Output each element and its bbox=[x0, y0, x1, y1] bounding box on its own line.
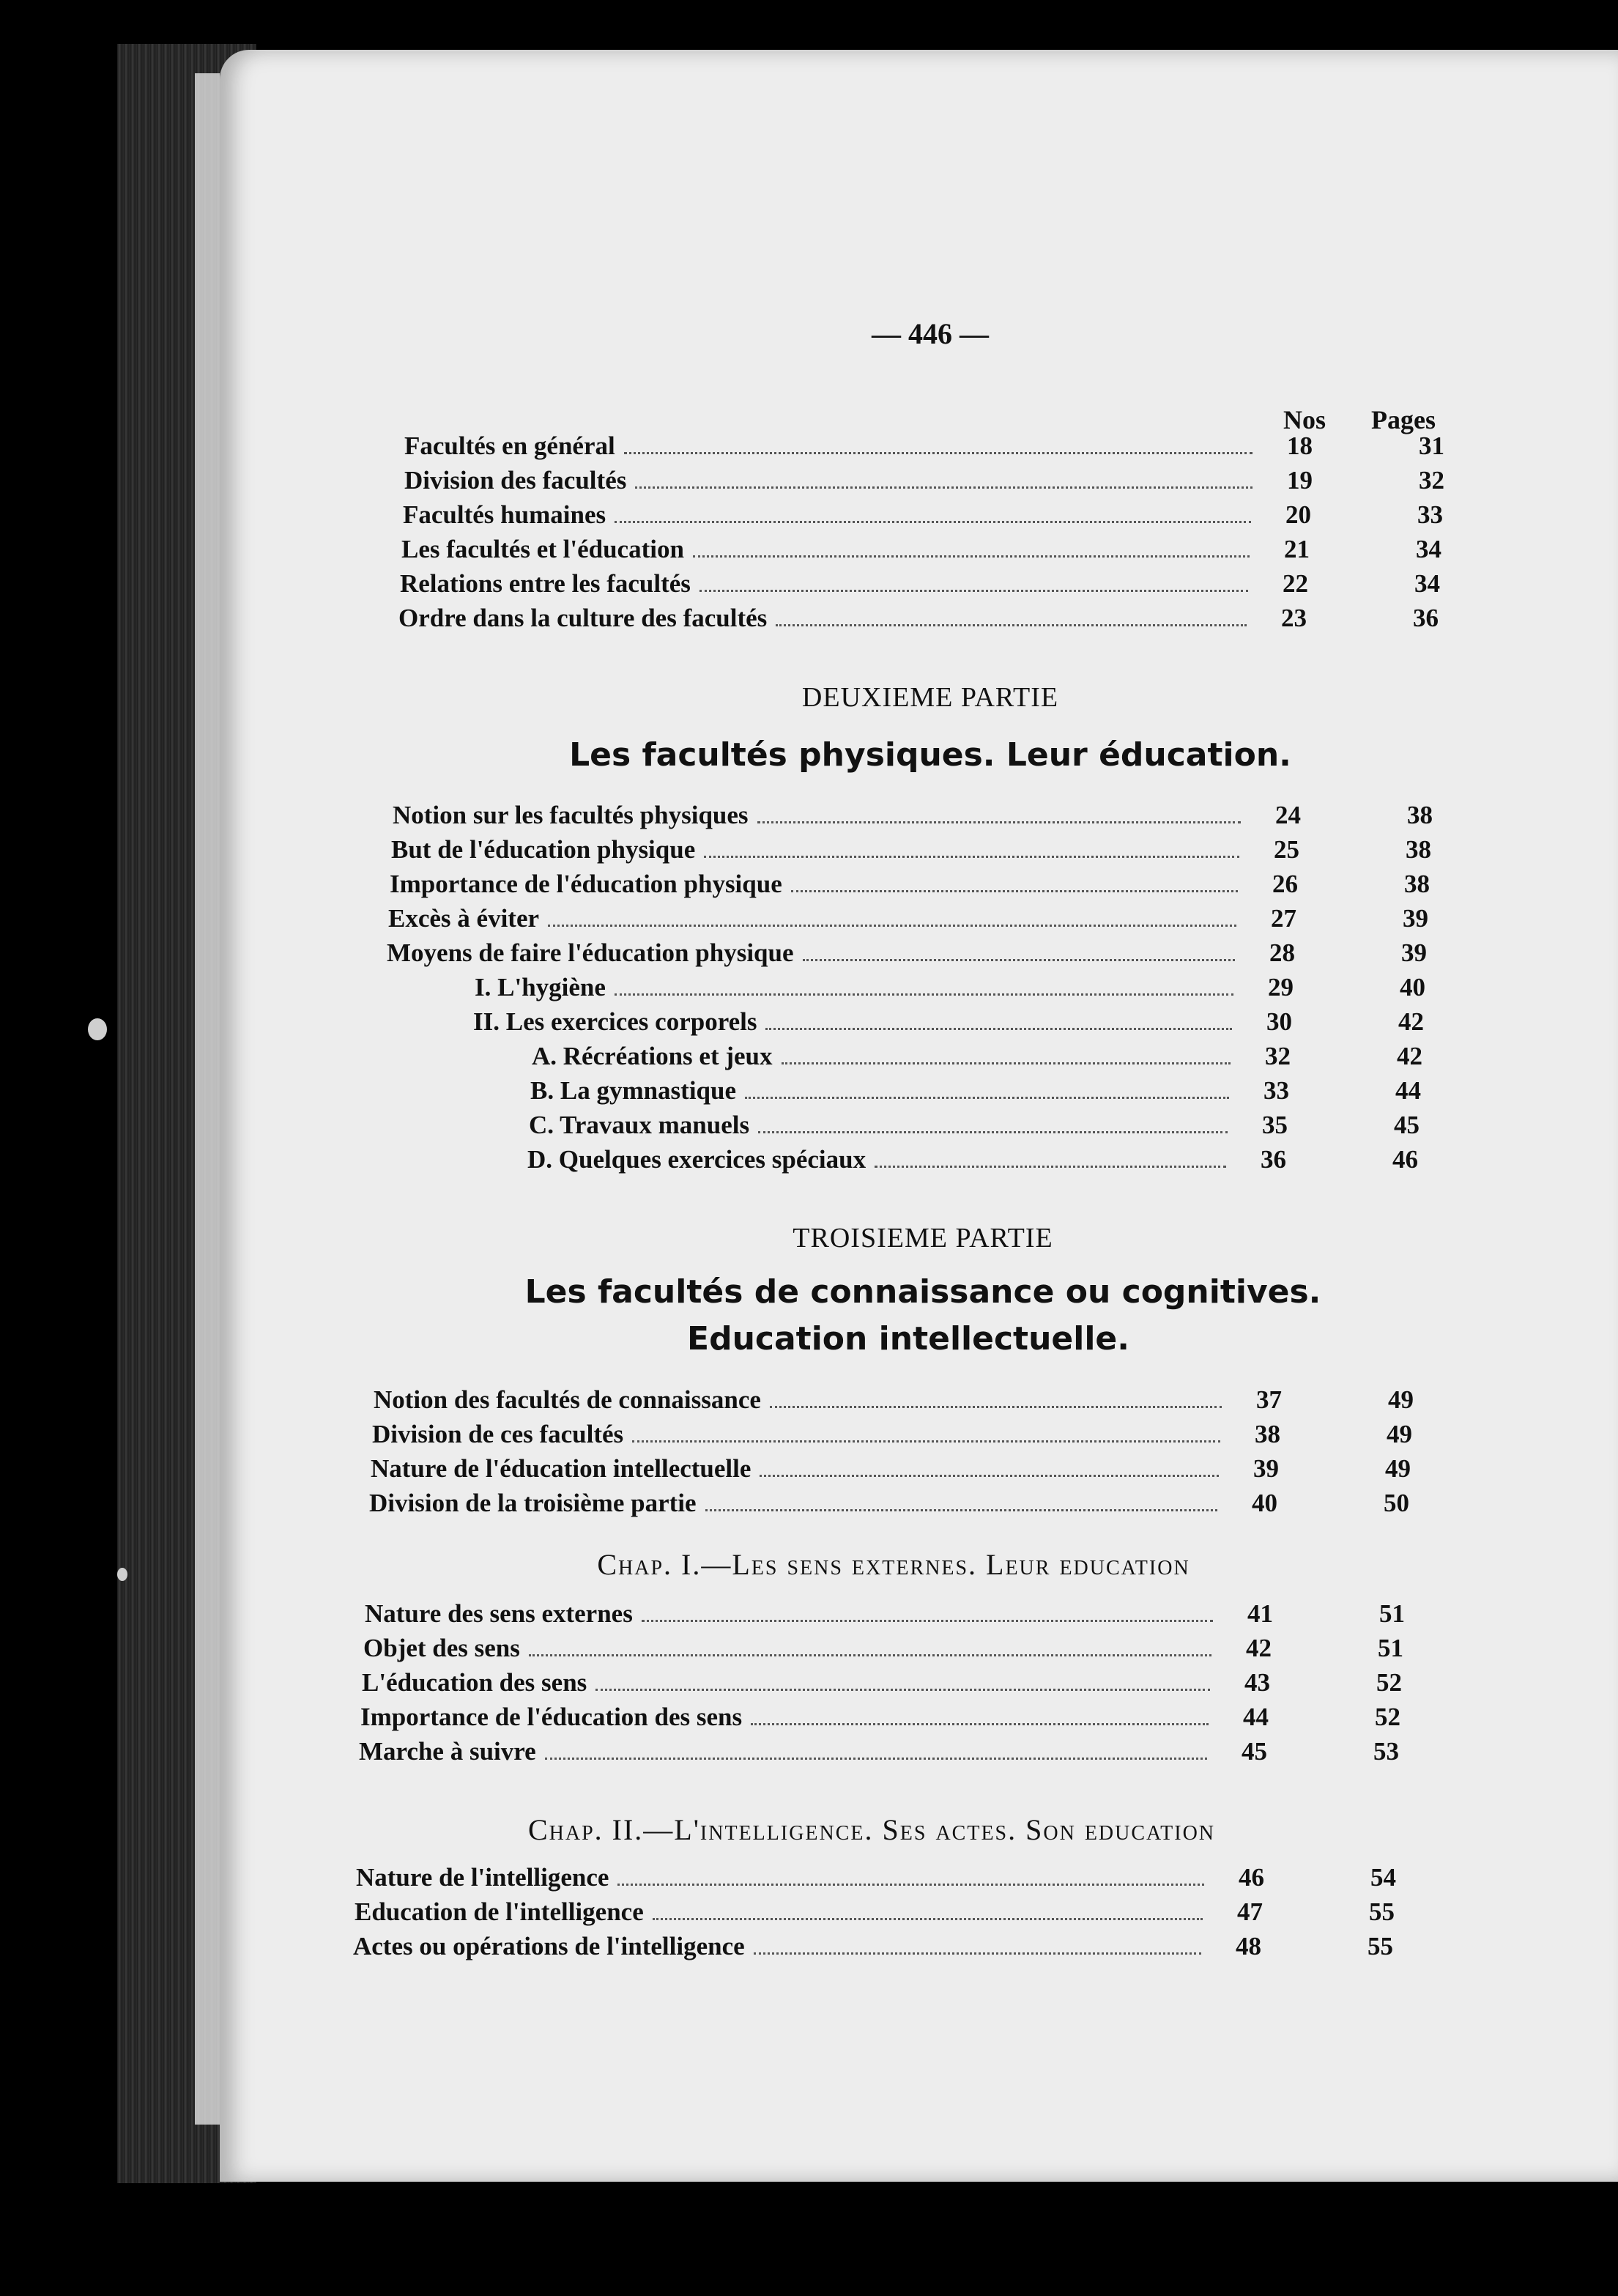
toc-entry[interactable] bbox=[371, 1452, 1411, 1486]
entry-page: 36 bbox=[1413, 604, 1439, 632]
entry-label: Facultés en général bbox=[404, 432, 615, 460]
entry-label: D. Quelques exercices spéciaux bbox=[527, 1145, 866, 1174]
toc-entry[interactable] bbox=[360, 1700, 1400, 1734]
entry-page: 31 bbox=[1419, 432, 1444, 460]
entry-label: II. Les exercices corporels bbox=[473, 1007, 757, 1036]
entry-page: 51 bbox=[1378, 1634, 1403, 1662]
entry-page: 32 bbox=[1419, 466, 1444, 495]
part2-subtitle: Les facultés physiques. Leur éducation. bbox=[569, 736, 1291, 774]
entry-label: Importance de l'éducation physique bbox=[390, 870, 782, 898]
toc-entry[interactable] bbox=[356, 1861, 1396, 1895]
entry-page: 49 bbox=[1388, 1385, 1414, 1414]
leader-dots bbox=[617, 1862, 1204, 1886]
part3-title: TROISIEME PARTIE bbox=[793, 1223, 1053, 1253]
entry-page: 34 bbox=[1416, 535, 1441, 563]
entry-number: 38 bbox=[1255, 1420, 1280, 1448]
toc-entry[interactable] bbox=[359, 1735, 1399, 1769]
entry-label: C. Travaux manuels bbox=[529, 1111, 750, 1139]
entry-label: Actes ou opérations de l'intelligence bbox=[353, 1932, 745, 1960]
entry-label: L'éducation des sens bbox=[362, 1668, 587, 1697]
leader-dots bbox=[782, 1040, 1231, 1064]
entry-page: 38 bbox=[1406, 835, 1431, 864]
leader-dots bbox=[595, 1667, 1210, 1691]
toc-entry[interactable] bbox=[529, 1108, 1420, 1142]
leader-dots bbox=[653, 1896, 1203, 1920]
entry-number: 27 bbox=[1271, 904, 1296, 933]
column-header-nos: Nos bbox=[1283, 405, 1326, 434]
part2-title: DEUXIEME PARTIE bbox=[801, 682, 1059, 713]
leader-dots bbox=[758, 1109, 1228, 1133]
entry-page: 52 bbox=[1375, 1703, 1400, 1731]
entry-label: B. La gymnastique bbox=[530, 1076, 737, 1105]
toc-entry[interactable] bbox=[372, 1418, 1412, 1451]
leader-dots bbox=[765, 1006, 1232, 1030]
toc-entry[interactable] bbox=[401, 533, 1441, 566]
entry-number: 39 bbox=[1253, 1454, 1279, 1483]
leader-dots bbox=[745, 1075, 1229, 1099]
entry-label: Objet des sens bbox=[363, 1634, 520, 1662]
leader-dots bbox=[624, 430, 1253, 454]
leader-dots bbox=[615, 971, 1233, 996]
page-number: — 446 — bbox=[872, 317, 989, 350]
entry-label: Notion sur les facultés physiques bbox=[393, 801, 749, 829]
entry-page: 55 bbox=[1367, 1932, 1393, 1960]
entry-label: Facultés humaines bbox=[403, 500, 606, 529]
leader-dots bbox=[529, 1632, 1211, 1656]
entry-number: 24 bbox=[1275, 801, 1301, 829]
entry-number: 26 bbox=[1272, 870, 1298, 898]
toc-entry[interactable] bbox=[400, 567, 1440, 601]
toc-entry[interactable] bbox=[390, 867, 1430, 901]
leader-dots bbox=[545, 1736, 1207, 1760]
entry-page: 38 bbox=[1404, 870, 1430, 898]
toc-entry[interactable] bbox=[374, 1383, 1414, 1417]
entry-page: 39 bbox=[1403, 904, 1428, 933]
entry-label: But de l'éducation physique bbox=[391, 835, 696, 864]
entry-number: 47 bbox=[1237, 1897, 1263, 1926]
entry-page: 42 bbox=[1398, 1007, 1424, 1036]
toc-entry[interactable] bbox=[404, 464, 1444, 497]
entry-page: 49 bbox=[1387, 1420, 1412, 1448]
entry-label: Nature de l'intelligence bbox=[356, 1863, 609, 1892]
leader-dots bbox=[791, 868, 1238, 892]
entry-page: 53 bbox=[1373, 1737, 1399, 1766]
leader-dots bbox=[770, 1384, 1222, 1408]
entry-number: 43 bbox=[1244, 1668, 1270, 1697]
entry-label: Moyens de faire l'éducation physique bbox=[387, 938, 794, 967]
toc-entry[interactable] bbox=[404, 429, 1444, 463]
entry-number: 35 bbox=[1262, 1111, 1288, 1139]
entry-number: 42 bbox=[1246, 1634, 1272, 1662]
entry-page: 44 bbox=[1395, 1076, 1421, 1105]
entry-number: 41 bbox=[1247, 1599, 1273, 1628]
column-header-pages: Pages bbox=[1371, 405, 1436, 434]
toc-entry[interactable] bbox=[473, 1005, 1424, 1039]
entry-page: 55 bbox=[1369, 1897, 1395, 1926]
entry-page: 50 bbox=[1384, 1489, 1409, 1517]
leader-dots bbox=[699, 568, 1248, 592]
entry-label: Education de l'intelligence bbox=[355, 1897, 644, 1926]
entry-page: 39 bbox=[1401, 938, 1427, 967]
entry-label: Ordre dans la culture des facultés bbox=[398, 604, 768, 632]
entry-page: 49 bbox=[1385, 1454, 1411, 1483]
toc-entry[interactable] bbox=[353, 1930, 1393, 1963]
entry-label: I. L'hygiène bbox=[475, 973, 606, 1001]
leader-dots bbox=[632, 1418, 1220, 1443]
toc-entry[interactable] bbox=[391, 833, 1431, 867]
entry-number: 33 bbox=[1263, 1076, 1289, 1105]
entry-label: Division de ces facultés bbox=[372, 1420, 624, 1448]
toc-entry[interactable] bbox=[388, 902, 1428, 936]
entry-number: 29 bbox=[1268, 973, 1294, 1001]
entry-label: Marche à suivre bbox=[359, 1737, 536, 1766]
entry-label: Notion des facultés de connaissance bbox=[374, 1385, 761, 1414]
entry-number: 40 bbox=[1252, 1489, 1277, 1517]
entry-page: 42 bbox=[1397, 1042, 1422, 1070]
leader-dots bbox=[803, 937, 1235, 961]
entry-number: 25 bbox=[1274, 835, 1299, 864]
entry-label: Excès à éviter bbox=[388, 904, 540, 933]
entry-number: 37 bbox=[1256, 1385, 1282, 1414]
entry-page: 46 bbox=[1392, 1145, 1418, 1174]
chap1-title: Chap. I.—Les sens externes. Leur education bbox=[597, 1548, 1190, 1581]
leader-dots bbox=[754, 1930, 1201, 1955]
toc-entry[interactable] bbox=[365, 1597, 1405, 1631]
leader-dots bbox=[548, 903, 1236, 927]
entry-number: 23 bbox=[1281, 604, 1307, 632]
entry-number: 36 bbox=[1261, 1145, 1286, 1174]
entry-number: 45 bbox=[1242, 1737, 1267, 1766]
toc-entry[interactable] bbox=[398, 601, 1439, 635]
entry-number: 46 bbox=[1239, 1863, 1264, 1892]
entry-number: 18 bbox=[1287, 432, 1313, 460]
toc-entry[interactable] bbox=[532, 1040, 1422, 1073]
leader-dots bbox=[704, 834, 1239, 858]
toc-entry[interactable] bbox=[369, 1486, 1409, 1520]
toc-entry[interactable] bbox=[403, 498, 1443, 532]
entry-page: 33 bbox=[1417, 500, 1443, 529]
entry-number: 21 bbox=[1284, 535, 1310, 563]
entry-page: 34 bbox=[1414, 569, 1440, 598]
part3-subtitle-line1: Les facultés de connaissance ou cognitives. bbox=[524, 1273, 1321, 1311]
entry-number: 30 bbox=[1266, 1007, 1292, 1036]
entry-number: 48 bbox=[1236, 1932, 1261, 1960]
toc-entry[interactable] bbox=[387, 936, 1427, 970]
leader-dots bbox=[760, 1453, 1219, 1477]
toc-entry[interactable] bbox=[527, 1143, 1418, 1177]
leader-dots bbox=[757, 799, 1241, 823]
leader-dots bbox=[776, 602, 1247, 626]
toc-entry[interactable] bbox=[363, 1632, 1403, 1665]
toc-entry[interactable] bbox=[530, 1074, 1421, 1108]
leader-dots bbox=[642, 1598, 1213, 1622]
entry-number: 32 bbox=[1265, 1042, 1291, 1070]
toc-entry[interactable] bbox=[393, 799, 1433, 832]
entry-number: 22 bbox=[1283, 569, 1308, 598]
leader-dots bbox=[693, 533, 1250, 558]
entry-label: Division de la troisième partie bbox=[369, 1489, 697, 1517]
entry-label: Nature des sens externes bbox=[365, 1599, 633, 1628]
entry-page: 45 bbox=[1394, 1111, 1420, 1139]
entry-page: 38 bbox=[1407, 801, 1433, 829]
entry-label: Relations entre les facultés bbox=[400, 569, 691, 598]
chap2-title: Chap. II.—L'intelligence. Ses actes. Son education bbox=[527, 1813, 1216, 1846]
leader-dots bbox=[705, 1487, 1217, 1511]
entry-page: 40 bbox=[1400, 973, 1425, 1001]
entry-label: Division des facultés bbox=[404, 466, 627, 495]
entry-page: 51 bbox=[1379, 1599, 1405, 1628]
entry-number: 19 bbox=[1287, 466, 1313, 495]
toc-entry[interactable] bbox=[475, 971, 1425, 1004]
toc-entry[interactable] bbox=[362, 1666, 1402, 1700]
entry-number: 20 bbox=[1285, 500, 1311, 529]
entry-label: Nature de l'éducation intellectuelle bbox=[371, 1454, 752, 1483]
part3-subtitle-line2: Education intellectuelle. bbox=[687, 1320, 1129, 1358]
toc-entry[interactable] bbox=[355, 1895, 1395, 1929]
entry-label: Les facultés et l'éducation bbox=[401, 535, 684, 563]
leader-dots bbox=[751, 1701, 1209, 1725]
entry-number: 44 bbox=[1243, 1703, 1269, 1731]
leader-dots bbox=[635, 464, 1253, 489]
leader-dots bbox=[875, 1144, 1226, 1168]
entry-number: 28 bbox=[1269, 938, 1295, 967]
leader-dots bbox=[615, 499, 1251, 523]
entry-label: A. Récréations et jeux bbox=[532, 1042, 773, 1070]
entry-page: 54 bbox=[1370, 1863, 1396, 1892]
entry-label: Importance de l'éducation des sens bbox=[360, 1703, 743, 1731]
entry-page: 52 bbox=[1376, 1668, 1402, 1697]
